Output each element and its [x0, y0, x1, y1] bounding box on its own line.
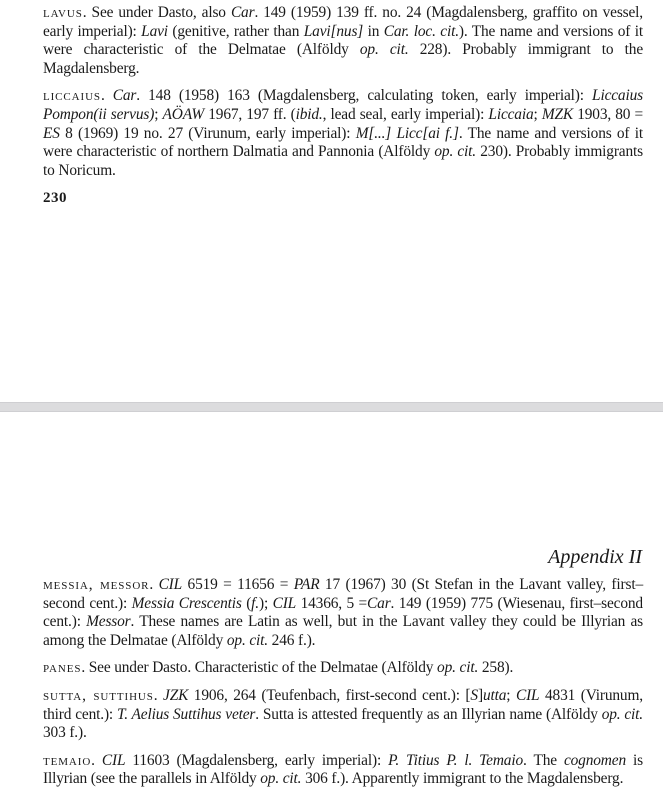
text: . Sutta is attested frequently as an Illyrian name (Alföldy — [255, 705, 602, 723]
headword: temaio — [43, 751, 92, 769]
text: 14366, 5 = — [296, 594, 368, 612]
italic-text: PAR — [293, 576, 320, 593]
text: , lead seal, early imperial): — [322, 105, 489, 123]
italic-text: CIL — [515, 686, 540, 704]
italic-text: Liccaius Pompon(ii servus) — [43, 87, 643, 123]
entry-body — [43, 752, 643, 788]
headword: panes — [43, 659, 82, 677]
italic-text: op. cit. — [226, 631, 268, 649]
text: . See under Dasto, also — [82, 4, 231, 21]
text: . — [149, 576, 159, 593]
italic-text: CIL — [272, 594, 297, 612]
text: 1903, 80 = — [573, 105, 644, 123]
italic-text: T. Aelius Suttihus veter — [116, 705, 256, 723]
text-column — [43, 4, 643, 207]
headword: liccaius — [43, 87, 101, 105]
italic-text: Messor — [86, 613, 131, 631]
italic-text: CIL — [158, 576, 183, 593]
italic-text: ibid. — [295, 105, 323, 123]
entry-liccaius — [43, 87, 643, 180]
entry-sutta-suttihus — [43, 687, 643, 743]
page-separator — [0, 402, 663, 412]
text: 4831 (Virunum, third cent.): — [43, 686, 644, 723]
italic-text: Car. loc. cit. — [383, 22, 459, 40]
italic-text: Car — [367, 594, 391, 612]
text-column — [43, 576, 643, 798]
entry-lavus — [43, 4, 643, 78]
italic-text: Lavi — [141, 22, 168, 40]
text: in — [363, 22, 384, 40]
italic-text: P. Titius P. l. Temaio — [388, 751, 524, 769]
page-number: 230 — [43, 190, 67, 207]
page-appendix-ii — [0, 412, 663, 800]
text: . The name and versions of it were characteristic of northern Dalmatia and Pannonia (Alföldy — [43, 124, 643, 161]
text: ] — [477, 686, 483, 704]
text: 306 f.). Apparently immigrant to the Magdalensberg. — [301, 770, 624, 788]
text: ; — [506, 686, 516, 704]
text: 11603 (Magdalensberg, early imperial): — [125, 751, 389, 769]
entry-body — [43, 4, 643, 77]
entry-body — [81, 659, 513, 676]
headword: sutta, suttihus — [43, 686, 154, 704]
text: ; — [154, 105, 163, 123]
running-heading: Appendix II — [548, 546, 642, 568]
italic-text: op. cit. — [434, 143, 477, 161]
text: 230). Probably immigrants to Noricum. — [43, 143, 643, 179]
text: . These names are Latin as well, but in the Lavant valley they could be Illyrian as among the Delmatae (Alföldy — [43, 613, 644, 649]
text: 303 f.). — [43, 724, 87, 742]
text: 258). — [478, 659, 514, 677]
text: (genitive, rather than — [167, 22, 304, 40]
entry-body — [43, 87, 643, 178]
italic-text: utta — [482, 686, 507, 704]
italic-text: op. cit. — [260, 770, 302, 788]
italic-text: AÖAW — [162, 105, 205, 123]
text: 1906, 264 (Teufenbach, first-second cent.): [ — [188, 686, 471, 704]
italic-text: ES — [43, 124, 60, 142]
italic-text: op. cit. — [359, 41, 409, 59]
text: 246 f.). — [267, 631, 316, 649]
text: 1967, 197 ff. ( — [204, 105, 296, 123]
italic-text: MZK — [541, 105, 574, 123]
text: 6519 = 11656 = — [182, 576, 294, 593]
italic-text: JZK — [163, 686, 189, 704]
text: . — [91, 751, 102, 769]
entry-panes — [43, 659, 643, 678]
text: . — [153, 686, 164, 704]
italic-text: f. — [251, 594, 259, 612]
text: ); — [259, 594, 273, 612]
italic-text: Car — [230, 4, 255, 21]
headword: lavus — [43, 4, 83, 21]
italic-text: op. cit. — [437, 659, 479, 677]
text: . See under Dasto. Characteristic of the Delmatae (Alföldy — [81, 659, 438, 677]
italic-text: M[...] Licc[ai f.] — [355, 124, 459, 142]
text: 228). Probably immigrant to the Magdalensberg. — [43, 41, 643, 77]
italic-text: op. cit. — [601, 705, 643, 723]
text: 17 (1967) 30 (St Stefan in the Lavant valley, first–second cent.): — [43, 576, 644, 612]
italic-text: Car — [112, 87, 137, 105]
text: 8 (1969) 19 no. 27 (Virunum, early imperial): — [59, 124, 356, 142]
text: . The — [523, 751, 564, 769]
text: . 149 (1959) 775 (Wiesenau, first–second cent.): — [43, 594, 643, 631]
italic-text: CIL — [101, 751, 126, 769]
headword: messia, messor — [43, 576, 150, 593]
italic-text: Liccaia — [488, 105, 534, 123]
text: . 148 (1958) 163 (Magdalensberg, calculating token, early imperial): — [136, 87, 593, 105]
entry-messia-messor — [43, 576, 643, 650]
text: ). The name and versions of it were characteristic of the Delmatae (Alföldy — [43, 22, 643, 59]
entry-temaio — [43, 752, 643, 789]
text: is Illyrian (see the parallels in Alföldy — [43, 751, 643, 788]
italic-text: Messia Crescentis — [131, 594, 242, 612]
italic-text: cognomen — [563, 751, 626, 769]
italic-text: Lavi[nus] — [303, 22, 364, 40]
text: ( — [241, 594, 252, 612]
text: ; — [533, 105, 542, 123]
text: . 149 (1959) 139 ff. no. 24 (Magdalensberg, graffito on vessel, early imperial): — [43, 4, 644, 40]
italic-text: S — [470, 686, 478, 704]
text: . — [100, 87, 113, 105]
